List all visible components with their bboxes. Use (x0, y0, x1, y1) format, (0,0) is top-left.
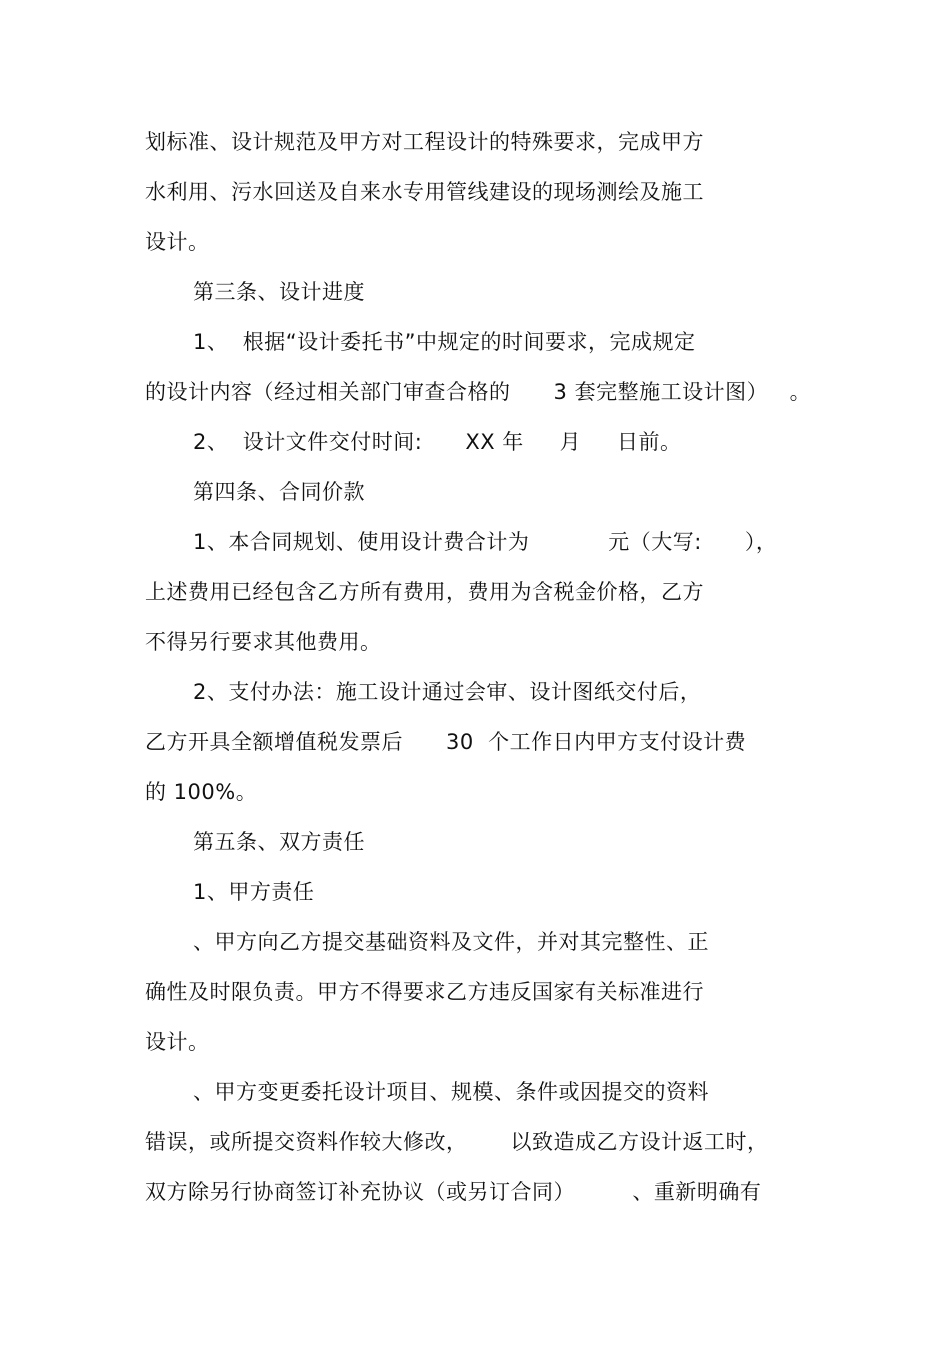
text-line-6: 的设计内容（经过相关部门审查合格的 3 套完整施工设计图） 。 (145, 380, 812, 404)
section-heading-4: 第四条、合同价款 (193, 480, 365, 504)
text-line-18: 确性及时限负责。甲方不得要求乙方违反国家有关标准进行 (145, 980, 704, 1004)
text-line-21: 错误，或所提交资料作较大修改， 以致造成乙方设计返工时， (145, 1130, 769, 1154)
text-line-20: 、甲方变更委托设计项目、规模、条件或因提交的资料 (193, 1080, 709, 1104)
text-line-19: 设计。 (145, 1030, 210, 1054)
text-line-13: 乙方开具全额增值税发票后 30 个工作日内甲方支付设计费 (145, 730, 747, 754)
text-line-3: 设计。 (145, 230, 210, 254)
text-line-17: 、甲方向乙方提交基础资料及文件，并对其完整性、正 (193, 930, 709, 954)
section-heading-3: 第三条、设计进度 (193, 280, 365, 304)
text-line-12: 2、支付办法：施工设计通过会审、设计图纸交付后， (193, 680, 702, 704)
text-line-2: 水利用、污水回送及自来水专用管线建设的现场测绘及施工 (145, 180, 704, 204)
text-line-16: 1、甲方责任 (193, 880, 315, 904)
text-line-7: 2、 设计文件交付时间: XX 年 月 日前。 (193, 430, 682, 454)
text-line-11: 不得另行要求其他费用。 (145, 630, 382, 654)
section-heading-5: 第五条、双方责任 (193, 830, 365, 854)
text-line-1: 划标准、设计规范及甲方对工程设计的特殊要求，完成甲方 (145, 130, 704, 154)
text-line-22: 双方除另行协商签订补充协议（或另订合同） 、重新明确有 (145, 1180, 762, 1204)
text-line-10: 上述费用已经包含乙方所有费用，费用为含税金价格，乙方 (145, 580, 704, 604)
text-line-5: 1、 根据“设计委托书”中规定的时间要求，完成规定 (193, 330, 696, 354)
text-line-9: 1、本合同规划、使用设计费合计为 元（大写: ）， (193, 530, 778, 554)
text-line-14: 的 100%。 (145, 780, 258, 804)
